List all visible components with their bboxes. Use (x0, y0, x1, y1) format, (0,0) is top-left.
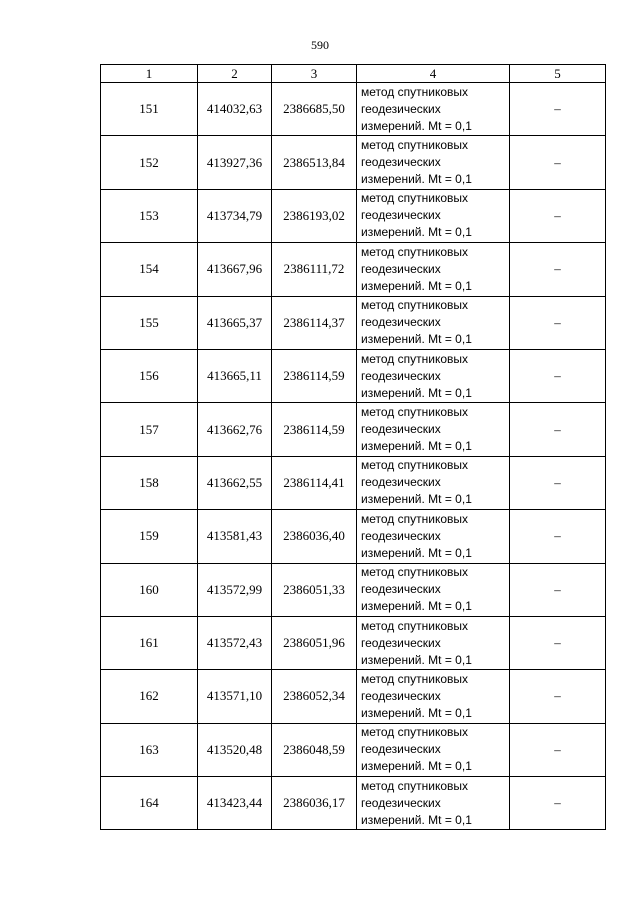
table-row (101, 136, 606, 189)
x-coordinate-cell: 413572,43 (198, 616, 272, 669)
method-line-3: измерений. Mt = 0,1 (361, 599, 472, 614)
x-coordinate-cell: 413581,43 (198, 510, 272, 563)
method-line-1: метод спутниковых (361, 298, 469, 313)
y-coordinate-cell: 2386052,34 (272, 670, 357, 723)
method-cell (357, 349, 510, 402)
method-cell (357, 616, 510, 669)
method-line-1: метод спутниковых (361, 778, 469, 793)
y-coordinate-cell: 2386685,50 (272, 83, 357, 136)
method-line-1: метод спутниковых (361, 565, 469, 580)
y-coordinate-cell: 2386114,59 (272, 349, 357, 402)
y-coordinate-cell: 2386051,96 (272, 616, 357, 669)
column-5-cell: – (510, 403, 606, 456)
x-coordinate-cell: 413667,96 (198, 243, 272, 296)
y-coordinate-cell: 2386048,59 (272, 723, 357, 776)
table-row (101, 510, 606, 563)
method-line-1: метод спутниковых (361, 84, 469, 99)
table-row (101, 563, 606, 616)
method-line-1: метод спутниковых (361, 351, 469, 366)
point-number-cell: 161 (101, 616, 198, 669)
point-number-cell: 152 (101, 136, 198, 189)
point-number-cell: 157 (101, 403, 198, 456)
x-coordinate-cell: 413665,37 (198, 296, 272, 349)
table-row (101, 349, 606, 402)
method-cell (357, 563, 510, 616)
header-col-2: 2 (198, 65, 272, 83)
method-line-2: геодезических (361, 422, 441, 437)
method-line-2: геодезических (361, 528, 441, 543)
method-line-2: геодезических (361, 261, 441, 276)
method-line-3: измерений. Mt = 0,1 (361, 172, 472, 187)
method-line-1: метод спутниковых (361, 191, 469, 206)
method-line-3: измерений. Mt = 0,1 (361, 545, 472, 560)
method-line-2: геодезических (361, 368, 441, 383)
y-coordinate-cell: 2386114,59 (272, 403, 357, 456)
table-row (101, 777, 606, 830)
x-coordinate-cell: 413571,10 (198, 670, 272, 723)
table-row (101, 83, 606, 136)
x-coordinate-cell: 413520,48 (198, 723, 272, 776)
table-row (101, 723, 606, 776)
column-5-cell: – (510, 243, 606, 296)
column-5-cell: – (510, 563, 606, 616)
header-col-3: 3 (272, 65, 357, 83)
method-line-3: измерений. Mt = 0,1 (361, 439, 472, 454)
method-cell (357, 136, 510, 189)
y-coordinate-cell: 2386114,41 (272, 456, 357, 509)
method-line-1: метод спутниковых (361, 725, 469, 740)
y-coordinate-cell: 2386051,33 (272, 563, 357, 616)
method-line-3: измерений. Mt = 0,1 (361, 118, 472, 133)
column-5-cell: – (510, 83, 606, 136)
header-col-4: 4 (357, 65, 510, 83)
method-line-3: измерений. Mt = 0,1 (361, 278, 472, 293)
method-line-2: геодезических (361, 315, 441, 330)
header-col-5: 5 (510, 65, 606, 83)
point-number-cell: 154 (101, 243, 198, 296)
x-coordinate-cell: 413423,44 (198, 777, 272, 830)
method-line-2: геодезических (361, 155, 441, 170)
y-coordinate-cell: 2386036,17 (272, 777, 357, 830)
point-number-cell: 155 (101, 296, 198, 349)
method-line-2: геодезических (361, 688, 441, 703)
column-5-cell: – (510, 616, 606, 669)
column-5-cell: – (510, 456, 606, 509)
column-5-cell: – (510, 349, 606, 402)
point-number-cell: 151 (101, 83, 198, 136)
method-line-1: метод спутниковых (361, 511, 469, 526)
method-line-2: геодезических (361, 475, 441, 490)
table-row (101, 456, 606, 509)
method-line-2: геодезических (361, 795, 441, 810)
method-line-2: геодезических (361, 635, 441, 650)
x-coordinate-cell: 413927,36 (198, 136, 272, 189)
point-number-cell: 164 (101, 777, 198, 830)
column-5-cell: – (510, 777, 606, 830)
table-header-row (101, 65, 606, 83)
page-number: 590 (311, 38, 329, 52)
x-coordinate-cell: 413734,79 (198, 189, 272, 242)
method-line-3: измерений. Mt = 0,1 (361, 225, 472, 240)
point-number-cell: 159 (101, 510, 198, 563)
x-coordinate-cell: 414032,63 (198, 83, 272, 136)
method-cell (357, 777, 510, 830)
point-number-cell: 158 (101, 456, 198, 509)
y-coordinate-cell: 2386111,72 (272, 243, 357, 296)
table-row (101, 243, 606, 296)
x-coordinate-cell: 413665,11 (198, 349, 272, 402)
method-cell (357, 189, 510, 242)
table-row (101, 296, 606, 349)
method-cell (357, 83, 510, 136)
column-5-cell: – (510, 723, 606, 776)
method-line-2: геодезических (361, 101, 441, 116)
point-number-cell: 156 (101, 349, 198, 402)
method-cell (357, 510, 510, 563)
point-number-cell: 153 (101, 189, 198, 242)
method-cell (357, 296, 510, 349)
method-line-2: геодезических (361, 742, 441, 757)
column-5-cell: – (510, 189, 606, 242)
column-5-cell: – (510, 296, 606, 349)
x-coordinate-cell: 413662,55 (198, 456, 272, 509)
method-line-3: измерений. Mt = 0,1 (361, 812, 472, 827)
table-row (101, 189, 606, 242)
method-cell (357, 456, 510, 509)
method-line-3: измерений. Mt = 0,1 (361, 652, 472, 667)
method-line-1: метод спутниковых (361, 405, 469, 420)
method-line-2: геодезических (361, 582, 441, 597)
y-coordinate-cell: 2386513,84 (272, 136, 357, 189)
point-number-cell: 163 (101, 723, 198, 776)
method-line-2: геодезических (361, 208, 441, 223)
point-number-cell: 160 (101, 563, 198, 616)
y-coordinate-cell: 2386114,37 (272, 296, 357, 349)
method-line-3: измерений. Mt = 0,1 (361, 705, 472, 720)
header-col-1: 1 (101, 65, 198, 83)
method-line-3: измерений. Mt = 0,1 (361, 385, 472, 400)
table-row (101, 670, 606, 723)
table-body (101, 83, 606, 830)
x-coordinate-cell: 413572,99 (198, 563, 272, 616)
method-cell (357, 670, 510, 723)
method-line-3: измерений. Mt = 0,1 (361, 759, 472, 774)
method-line-1: метод спутниковых (361, 618, 469, 633)
x-coordinate-cell: 413662,76 (198, 403, 272, 456)
method-line-3: измерений. Mt = 0,1 (361, 332, 472, 347)
method-line-1: метод спутниковых (361, 671, 469, 686)
y-coordinate-cell: 2386193,02 (272, 189, 357, 242)
method-cell (357, 243, 510, 296)
column-5-cell: – (510, 510, 606, 563)
table-row (101, 403, 606, 456)
table-row (101, 616, 606, 669)
column-5-cell: – (510, 136, 606, 189)
method-cell (357, 723, 510, 776)
method-line-1: метод спутниковых (361, 138, 469, 153)
column-5-cell: – (510, 670, 606, 723)
y-coordinate-cell: 2386036,40 (272, 510, 357, 563)
method-cell (357, 403, 510, 456)
method-line-1: метод спутниковых (361, 244, 469, 259)
method-line-3: измерений. Mt = 0,1 (361, 492, 472, 507)
coordinates-table (100, 64, 606, 830)
point-number-cell: 162 (101, 670, 198, 723)
method-line-1: метод спутниковых (361, 458, 469, 473)
